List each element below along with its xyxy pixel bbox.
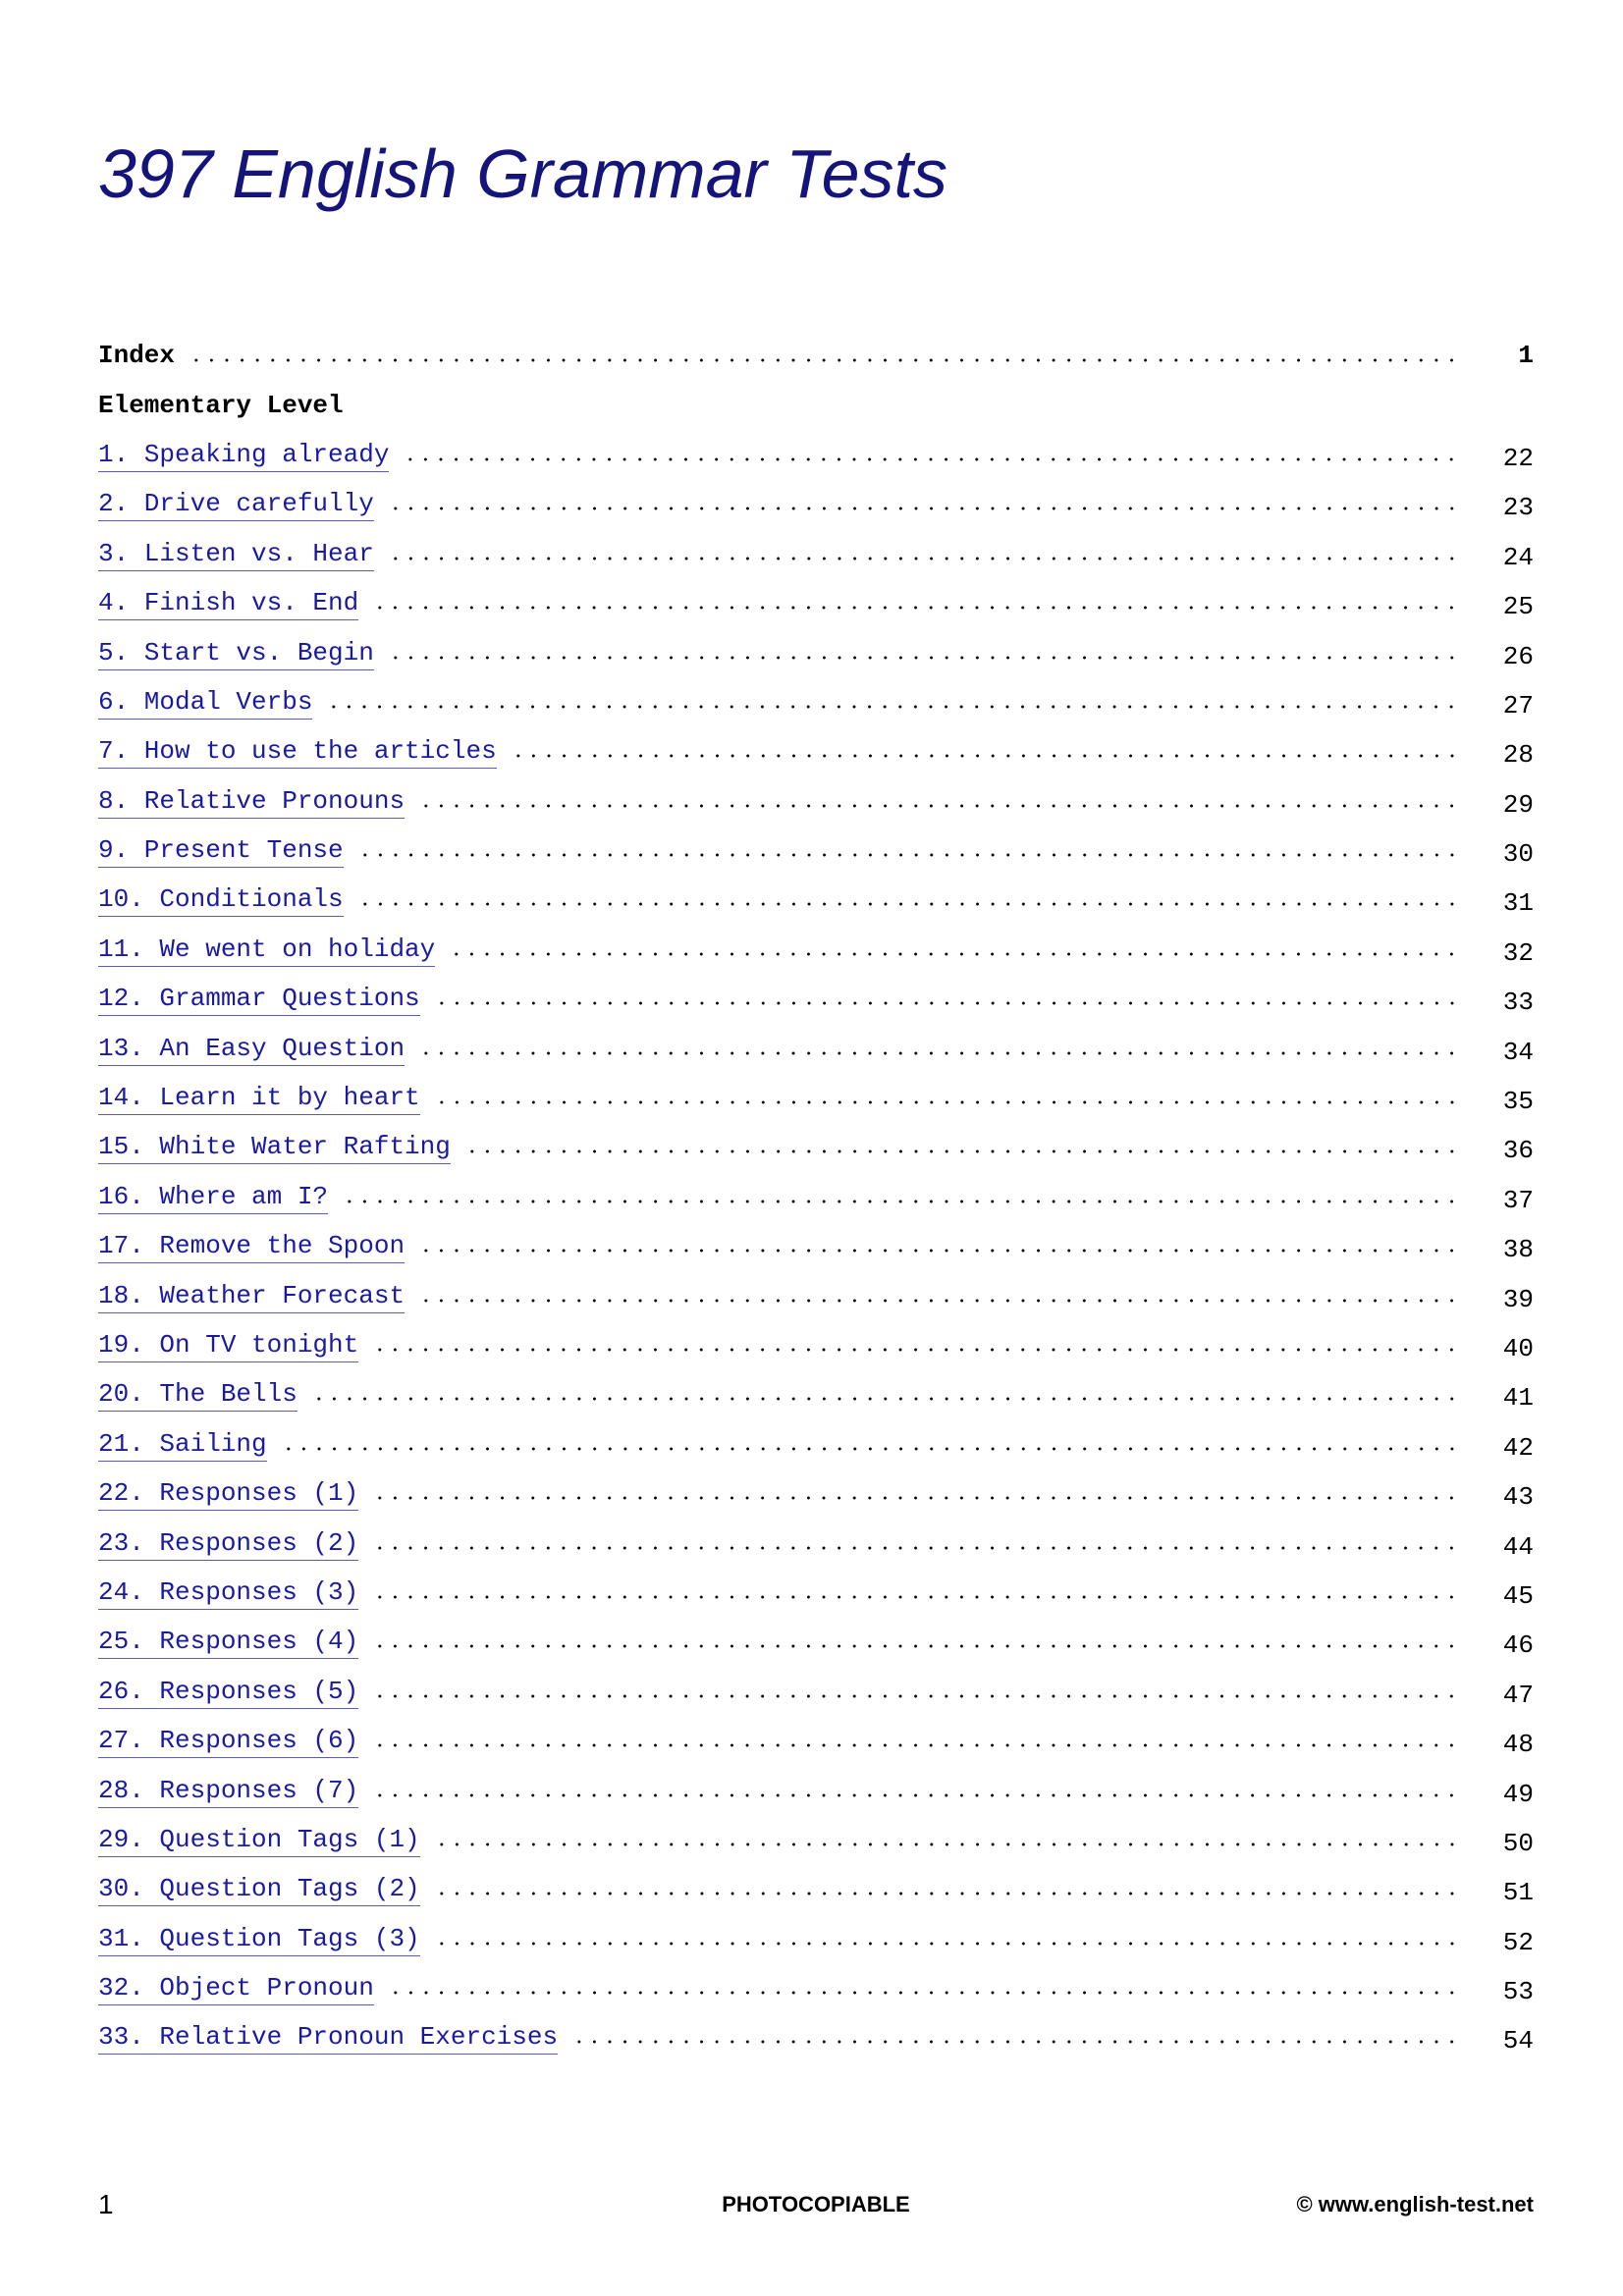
toc-row xyxy=(98,1122,1534,1171)
toc-link[interactable]: 12. Grammar Questions xyxy=(98,984,420,1016)
dot-leader xyxy=(449,941,1455,967)
toc-row xyxy=(98,1914,1534,1963)
toc-label xyxy=(98,489,388,518)
dot-leader xyxy=(418,793,1455,819)
toc-link[interactable]: 7. How to use the articles xyxy=(98,736,497,769)
toc-row xyxy=(98,1221,1534,1270)
toc-page-number: 54 xyxy=(1502,2026,1534,2056)
toc-page-number: 31 xyxy=(1502,888,1534,919)
toc-row xyxy=(98,430,1534,479)
toc-page-number: 41 xyxy=(1502,1383,1534,1414)
toc-link[interactable]: 8. Relative Pronouns xyxy=(98,786,405,819)
dot-leader xyxy=(372,1633,1455,1659)
toc-label xyxy=(98,1379,311,1409)
toc-page-number: 40 xyxy=(1502,1334,1534,1363)
toc-page-number: 30 xyxy=(1502,839,1534,870)
toc-link[interactable]: 16. Where am I? xyxy=(98,1182,328,1214)
toc-label xyxy=(98,1874,434,1903)
section-heading: Elementary Level xyxy=(98,390,344,420)
toc-page-number: 39 xyxy=(1502,1284,1534,1314)
toc-row xyxy=(98,677,1534,726)
toc-row xyxy=(98,1023,1534,1072)
toc-label xyxy=(98,1924,434,1953)
toc-page-number: 29 xyxy=(1502,789,1534,820)
toc-row xyxy=(98,1765,1534,1814)
toc-row xyxy=(98,2012,1534,2061)
toc-link[interactable]: 5. Start vs. Begin xyxy=(98,638,374,670)
toc-row xyxy=(98,1172,1534,1221)
toc-page-number: 26 xyxy=(1502,641,1534,671)
dot-leader xyxy=(434,1931,1455,1956)
toc-label xyxy=(98,884,357,914)
dot-leader xyxy=(311,1386,1455,1412)
toc-page-number: 24 xyxy=(1502,542,1534,572)
toc-entries xyxy=(98,430,1534,2062)
toc-label xyxy=(98,1034,418,1063)
dot-leader xyxy=(372,1783,1455,1808)
toc-label xyxy=(98,1478,372,1508)
toc-link[interactable]: 15. White Water Rafting xyxy=(98,1132,451,1164)
dot-leader xyxy=(388,1980,1455,2005)
toc-link[interactable]: 28. Responses (7) xyxy=(98,1776,358,1808)
toc-page-number: 43 xyxy=(1502,1482,1534,1513)
toc-link[interactable]: 1. Speaking already xyxy=(98,440,389,472)
toc-row xyxy=(98,1369,1534,1418)
toc-row xyxy=(98,776,1534,826)
toc-link[interactable]: 21. Sailing xyxy=(98,1429,267,1462)
dot-leader xyxy=(418,1238,1455,1263)
toc-page-number: 33 xyxy=(1502,988,1534,1018)
toc-row xyxy=(98,1468,1534,1518)
dot-leader xyxy=(418,1288,1455,1313)
toc-page-number: 44 xyxy=(1502,1531,1534,1562)
toc-row xyxy=(98,1716,1534,1765)
toc-link[interactable]: 4. Finish vs. End xyxy=(98,588,358,620)
toc-label xyxy=(98,1281,418,1310)
dot-leader xyxy=(388,546,1455,571)
dot-leader xyxy=(403,447,1455,472)
footer-copyright: © www.english-test.net xyxy=(1296,2192,1534,2216)
toc-link[interactable]: 9. Present Tense xyxy=(98,835,344,868)
toc-label xyxy=(98,1429,281,1459)
toc-row xyxy=(98,1073,1534,1122)
toc-label xyxy=(98,1677,372,1706)
toc-row-index xyxy=(98,331,1534,380)
toc-link[interactable]: 19. On TV tonight xyxy=(98,1330,358,1362)
toc-row xyxy=(98,627,1534,676)
toc-page-number: 25 xyxy=(1502,592,1534,622)
toc-label xyxy=(98,1973,388,2002)
dot-leader xyxy=(189,347,1455,373)
dot-leader xyxy=(357,891,1455,917)
dot-leader xyxy=(372,1683,1455,1709)
toc-label xyxy=(98,786,418,816)
toc-link[interactable]: 20. The Bells xyxy=(98,1379,298,1412)
toc-label xyxy=(98,2022,571,2052)
dot-leader xyxy=(434,1090,1455,1115)
toc-label xyxy=(98,934,449,964)
toc-label xyxy=(98,1083,434,1112)
toc-label xyxy=(98,835,357,865)
toc-link[interactable]: 33. Relative Pronoun Exercises xyxy=(98,2022,558,2055)
toc-link[interactable]: 11. We went on holiday xyxy=(98,934,435,967)
toc-label xyxy=(98,1330,372,1360)
dot-leader xyxy=(388,645,1455,670)
dot-leader xyxy=(434,990,1455,1016)
toc-label xyxy=(98,1182,342,1211)
toc-link[interactable]: 25. Responses (4) xyxy=(98,1627,358,1659)
toc-page-number: 23 xyxy=(1502,493,1534,523)
toc-page-number: 48 xyxy=(1502,1730,1534,1760)
dot-leader xyxy=(372,595,1455,620)
dot-leader xyxy=(434,1881,1455,1906)
toc-row xyxy=(98,578,1534,627)
dot-leader xyxy=(342,1189,1455,1214)
toc-link[interactable]: 3. Listen vs. Hear xyxy=(98,539,374,571)
toc-label xyxy=(98,1231,418,1260)
toc-row xyxy=(98,479,1534,528)
page-footer xyxy=(98,2187,1534,2222)
toc-row xyxy=(98,826,1534,875)
toc-label xyxy=(98,1132,464,1161)
toc-row xyxy=(98,925,1534,974)
toc-link[interactable]: 24. Responses (3) xyxy=(98,1577,358,1610)
toc-label xyxy=(98,1726,372,1755)
toc-page-number: 50 xyxy=(1502,1828,1534,1858)
footer-page-number: 1 xyxy=(98,2189,114,2219)
toc-page-number: 53 xyxy=(1502,1977,1534,2007)
toc-page-number: 27 xyxy=(1502,690,1534,721)
toc-row xyxy=(98,974,1534,1023)
toc-label xyxy=(98,440,403,469)
footer-photocopiable: PHOTOCOPIABLE xyxy=(722,2192,910,2216)
dot-leader xyxy=(372,1584,1455,1610)
toc-link[interactable]: 26. Responses (5) xyxy=(98,1677,358,1709)
toc-link[interactable]: 31. Question Tags (3) xyxy=(98,1924,420,1956)
toc-page-number: 46 xyxy=(1502,1630,1534,1661)
dot-leader xyxy=(388,496,1455,521)
toc-link[interactable]: 32. Object Pronoun xyxy=(98,1973,374,2005)
toc-label xyxy=(98,638,388,667)
dot-leader xyxy=(511,743,1455,769)
toc-page-number: 37 xyxy=(1502,1185,1534,1215)
toc-link[interactable]: 22. Responses (1) xyxy=(98,1478,358,1511)
dot-leader xyxy=(571,2029,1455,2055)
toc-link[interactable]: 14. Learn it by heart xyxy=(98,1083,420,1115)
toc-link[interactable]: 6. Modal Verbs xyxy=(98,687,312,720)
toc-row xyxy=(98,1419,1534,1468)
dot-leader xyxy=(281,1436,1455,1462)
toc-row xyxy=(98,726,1534,775)
toc-label xyxy=(98,1776,372,1805)
toc-row xyxy=(98,1270,1534,1319)
toc-label xyxy=(98,984,434,1013)
toc-row xyxy=(98,529,1534,578)
table-of-contents xyxy=(98,331,1534,2062)
toc-row xyxy=(98,1963,1534,2012)
toc-page-number: 45 xyxy=(1502,1580,1534,1611)
toc-page-number: 51 xyxy=(1502,1878,1534,1908)
toc-link[interactable]: 17. Remove the Spoon xyxy=(98,1231,405,1263)
dot-leader xyxy=(372,1733,1455,1758)
toc-link[interactable]: 23. Responses (2) xyxy=(98,1528,358,1561)
toc-page-number: 38 xyxy=(1502,1235,1534,1265)
toc-page-number: 34 xyxy=(1502,1037,1534,1067)
toc-row xyxy=(98,1617,1534,1666)
toc-row xyxy=(98,1568,1534,1617)
toc-link[interactable]: 2. Drive carefully xyxy=(98,489,374,521)
dot-leader xyxy=(464,1139,1455,1164)
toc-label xyxy=(98,1577,372,1607)
toc-page-number: 35 xyxy=(1502,1087,1534,1117)
toc-link[interactable]: 27. Responses (6) xyxy=(98,1726,358,1758)
toc-page-number: 42 xyxy=(1502,1432,1534,1463)
toc-link[interactable]: 10. Conditionals xyxy=(98,884,344,917)
toc-label xyxy=(98,539,388,568)
dot-leader xyxy=(372,1485,1455,1511)
toc-link[interactable]: 18. Weather Forecast xyxy=(98,1281,405,1313)
toc-page-number: 32 xyxy=(1502,937,1534,968)
toc-page-number: 52 xyxy=(1502,1927,1534,1957)
toc-row xyxy=(98,1320,1534,1369)
toc-page-number: 22 xyxy=(1502,443,1534,473)
toc-page-number: 36 xyxy=(1502,1136,1534,1166)
toc-page-number: 28 xyxy=(1502,740,1534,771)
toc-page-number: 47 xyxy=(1502,1680,1534,1710)
dot-leader xyxy=(357,842,1455,868)
dot-leader xyxy=(372,1535,1455,1561)
dot-leader xyxy=(372,1337,1455,1362)
toc-label xyxy=(98,1825,434,1854)
toc-row xyxy=(98,1667,1534,1716)
toc-page-number: 49 xyxy=(1502,1779,1534,1809)
toc-row xyxy=(98,1864,1534,1913)
page-title: 397 English Grammar Tests xyxy=(98,135,947,212)
dot-leader xyxy=(418,1041,1455,1066)
toc-label xyxy=(98,736,511,766)
toc-link[interactable]: 30. Question Tags (2) xyxy=(98,1874,420,1906)
toc-index-page: 1 xyxy=(1518,341,1534,371)
toc-row xyxy=(98,875,1534,924)
toc-index-label: Index xyxy=(98,341,189,370)
toc-label xyxy=(98,1627,372,1656)
dot-leader xyxy=(326,694,1455,720)
toc-link[interactable]: 13. An Easy Question xyxy=(98,1034,405,1066)
toc-row xyxy=(98,1815,1534,1864)
toc-row xyxy=(98,1518,1534,1567)
toc-link[interactable]: 29. Question Tags (1) xyxy=(98,1825,420,1857)
toc-label xyxy=(98,687,326,717)
toc-label xyxy=(98,1528,372,1558)
toc-label xyxy=(98,588,372,617)
dot-leader xyxy=(434,1832,1455,1857)
